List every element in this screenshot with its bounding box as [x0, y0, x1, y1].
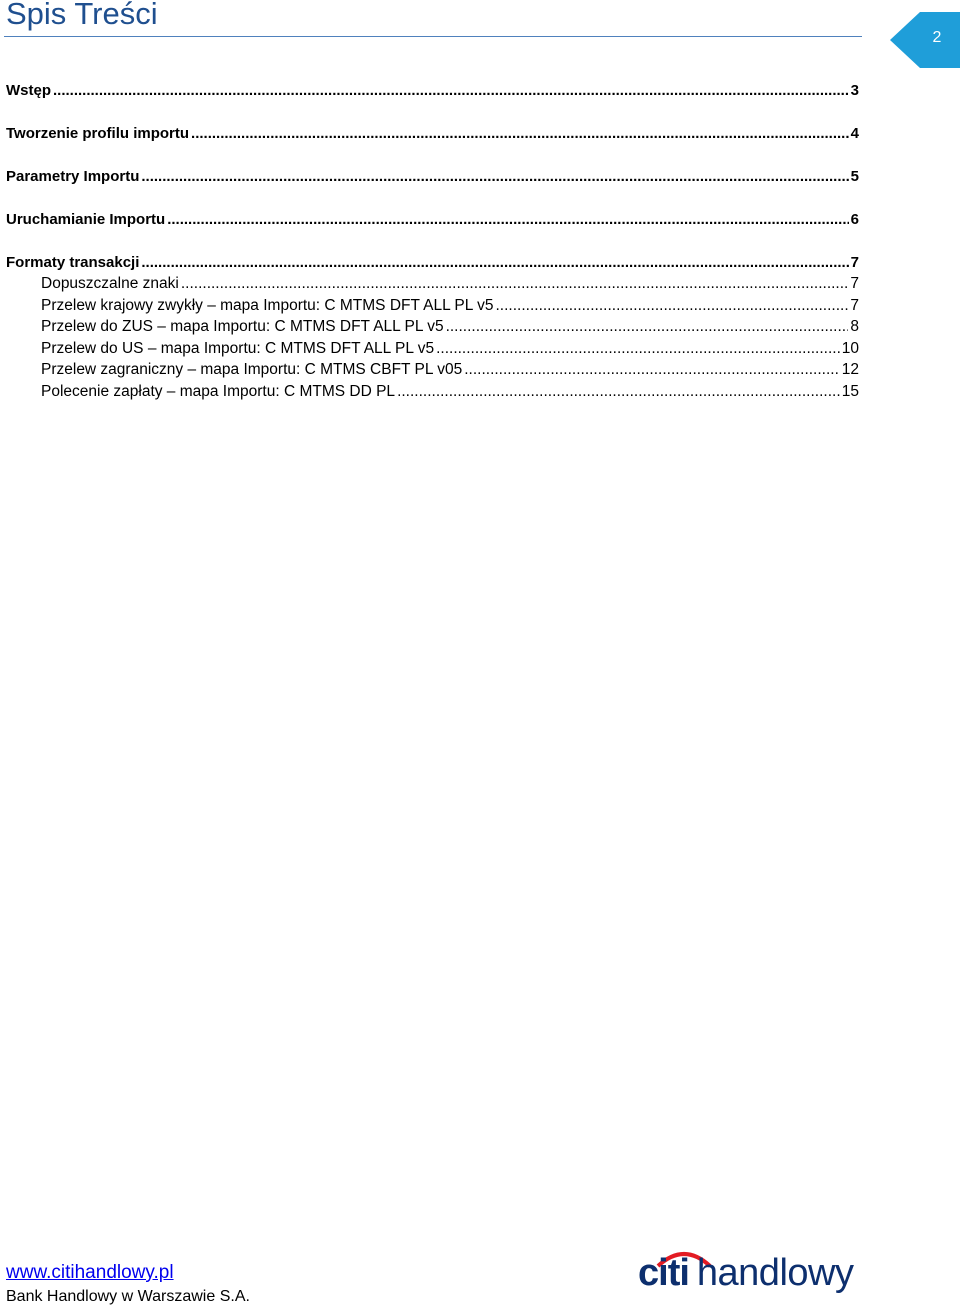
toc-entry-page: 7 [850, 254, 859, 271]
toc-entry-page: 15 [841, 383, 859, 400]
toc-entry-label: Przelew krajowy zwykły – mapa Importu: C MTMS DFT ALL PL v5 [41, 297, 494, 314]
toc-entry-label: Dopuszczalne znaki [41, 275, 179, 292]
toc-entry-formaty-transakcji[interactable] [6, 254, 859, 271]
toc-entry-przelew-zus[interactable] [41, 318, 859, 336]
toc-leader-dots [141, 254, 848, 271]
toc-entry-uruchamianie-importu[interactable] [6, 211, 859, 228]
toc-entry-przelew-us[interactable] [41, 340, 859, 358]
toc-entry-label: Parametry Importu [6, 168, 140, 185]
logo-citi-text: citi [638, 1252, 689, 1294]
toc-entry-dopuszczalne-znaki[interactable] [41, 275, 859, 293]
toc-entry-tworzenie-profilu[interactable] [6, 125, 859, 142]
toc-leader-dots [464, 361, 840, 379]
page-title: Spis Treści [6, 0, 158, 31]
toc-entry-page: 4 [850, 125, 859, 142]
toc-leader-dots [53, 82, 849, 99]
toc-entry-przelew-krajowy[interactable] [41, 297, 859, 315]
toc-entry-polecenie-zaplaty[interactable] [41, 383, 859, 401]
toc-entry-page: 10 [841, 340, 859, 357]
toc-leader-dots [397, 383, 840, 401]
toc-entry-page: 8 [850, 318, 859, 335]
toc-entry-page: 5 [850, 168, 859, 185]
toc-entry-label: Uruchamianie Importu [6, 211, 166, 228]
title-divider [4, 36, 862, 37]
toc-leader-dots [446, 318, 849, 336]
toc-entry-label: Przelew do US – mapa Importu: C MTMS DFT ALL PL v5 [41, 340, 435, 357]
toc-leader-dots [496, 297, 849, 315]
citi-handlowy-logo [638, 1248, 874, 1300]
toc-entry-label: Polecenie zapłaty – mapa Importu: C MTMS DD PL [41, 383, 396, 400]
toc-entry-przelew-zagraniczny[interactable] [41, 361, 859, 379]
toc-entry-page: 12 [841, 361, 859, 378]
toc-entry-label: Przelew zagraniczny – mapa Importu: C MTMS CBFT PL v05 [41, 361, 463, 378]
toc-leader-dots [181, 275, 849, 293]
footer-bank-name: Bank Handlowy w Warszawie S.A. [6, 1288, 250, 1305]
toc-leader-dots [167, 211, 848, 228]
toc-entry-page: 6 [850, 211, 859, 228]
toc-entry-parametry-importu[interactable] [6, 168, 859, 185]
toc-leader-dots [436, 340, 840, 358]
footer-website-link[interactable]: www.citihandlowy.pl [6, 1262, 174, 1283]
logo-handlowy-text: handlowy [696, 1252, 854, 1294]
toc-entry-page: 3 [850, 82, 859, 99]
toc-entry-label: Tworzenie profilu importu [6, 125, 190, 142]
toc-leader-dots [191, 125, 849, 142]
toc-entry-label: Formaty transakcji [6, 254, 140, 271]
logo-wordmark [638, 1252, 853, 1298]
page-number: 2 [932, 29, 942, 46]
toc-entry-label: Wstęp [6, 82, 51, 99]
toc-entry-page: 7 [850, 275, 859, 292]
toc-entry-wstep[interactable] [6, 82, 859, 99]
toc-entry-label: Przelew do ZUS – mapa Importu: C MTMS DFT ALL PL v5 [41, 318, 444, 335]
toc-leader-dots [141, 168, 848, 185]
toc-entry-page: 7 [850, 297, 859, 314]
